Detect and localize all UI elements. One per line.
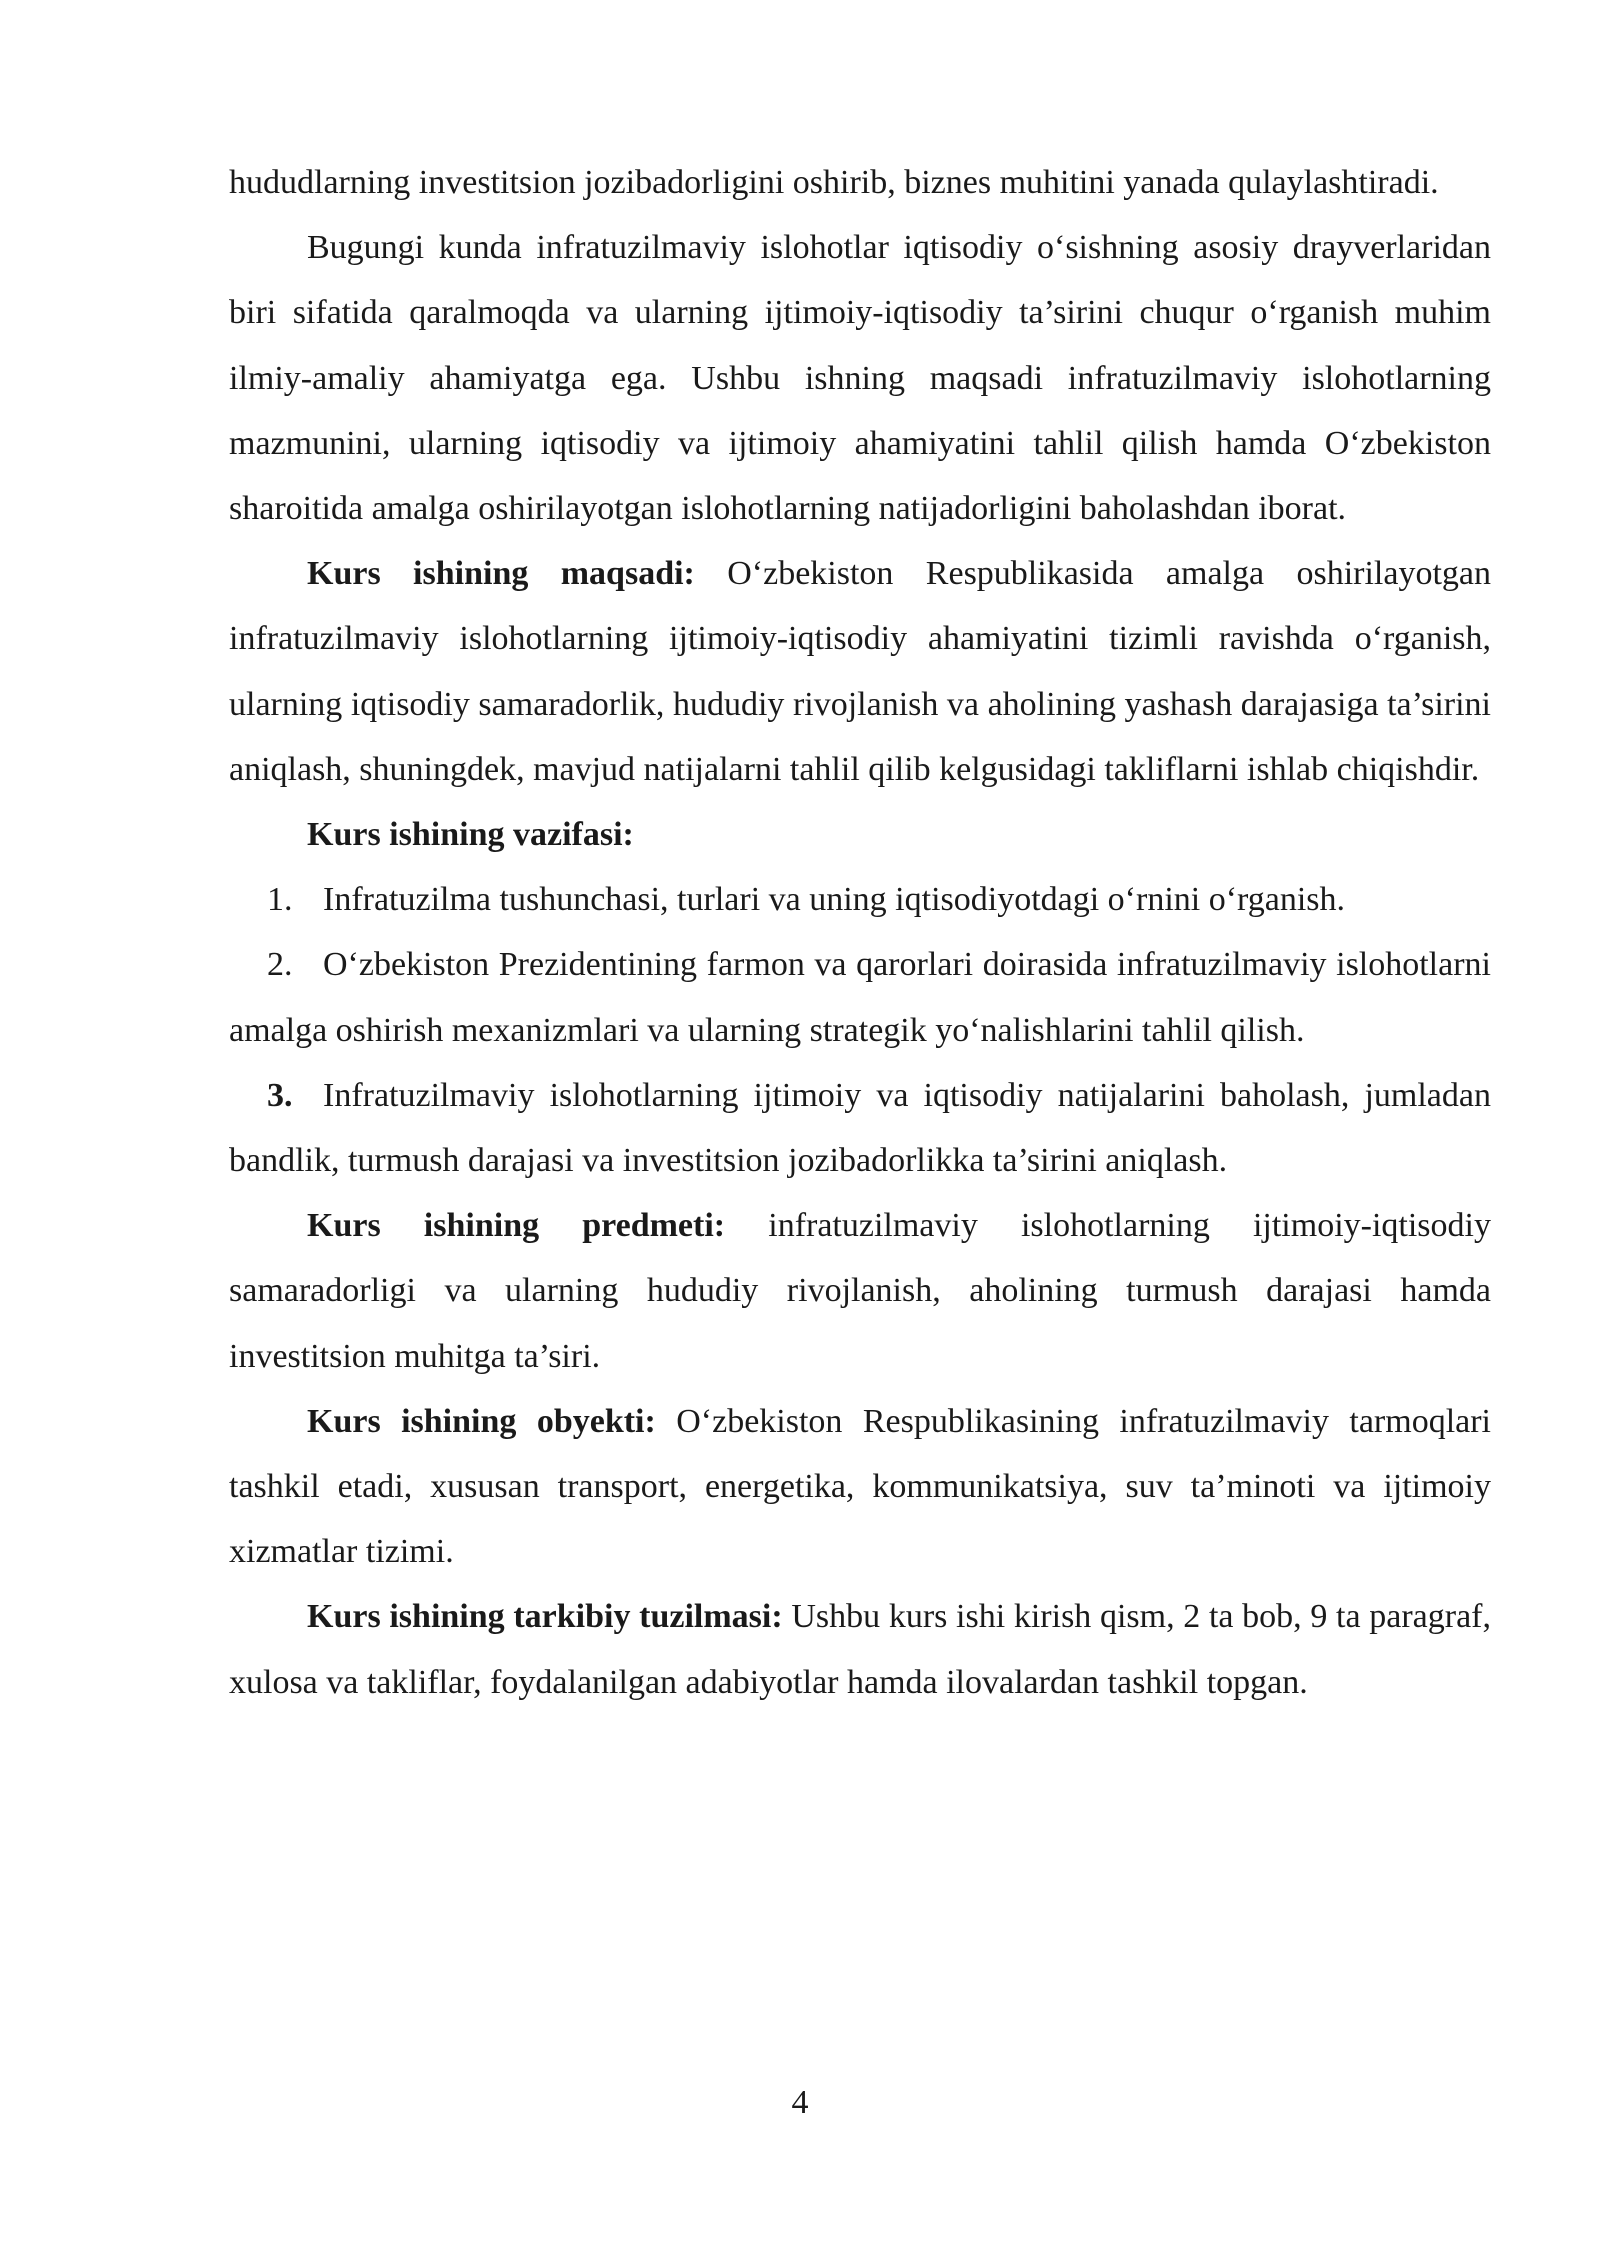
object-label: Kurs ishining obyekti: [307,1402,656,1440]
goal-label: Kurs ishining maqsadi: [307,555,695,593]
object-text: O‘zbekiston Respublikasining infratuzilmaviy tarmoqlari tashkil etadi, xususan transport, energetika, kommunikatsiya, suv ta’minoti va ijtimoiy xizmatlar tizimi. [229,1402,1492,1571]
paragraph-goal [229,541,1491,802]
structure-label: Kurs ishining tarkibiy tuzilmasi: [307,1598,783,1636]
task-text: O‘zbekiston Prezidentining farmon va qarorlari doirasida infratuzilmaviy islohotlarni amalga oshirish mexanizmlari va ularning strategik yo‘nalishlarini tahlil qilish. [229,946,1491,1049]
task-item-1 [229,867,1491,932]
list-number: 1. [267,881,293,919]
task-item-2 [229,932,1491,1062]
list-number: 3. [267,1076,293,1114]
body-text [229,150,1491,1715]
tasks-label: Kurs ishining vazifasi: [307,816,634,854]
paragraph-tasks-heading [229,802,1491,867]
task-text: Infratuzilma tushunchasi, turlari va uning iqtisodiyotdagi o‘rnini o‘rganish. [323,881,1346,919]
subject-text: infratuzilmaviy islohotlarning ijtimoiy-iqtisodiy samaradorligi va ularning hududiy rivojlanish, aholining turmush darajasi hamda investitsion muhitga ta’siri. [229,1207,1491,1375]
paragraph-continuation [229,150,1491,215]
goal-text: O‘zbekiston Respublikasida amalga oshirilayotgan infratuzilmaviy islohotlarning ijtimoiy-iqtisodiy ahamiyatini tizimli ravishda o‘rganish, ularning iqtisodiy samaradorlik, hududiy rivojlanish va aholining yashash darajasiga ta’sirini aniqlash, shuningdek, mavjud natijalarni tahlil qilib kelgusidagi takliflarni ishlab chiqishdir. [229,555,1491,788]
task-text: Infratuzilmaviy islohotlarning ijtimoiy va iqtisodiy natijalarini baholash, jumladan bandlik, turmush darajasi va investitsion jozibadorlikka ta’sirini aniqlash. [229,1076,1491,1180]
task-item-3 [229,1063,1491,1193]
structure-text: Ushbu kurs ishi kirish qism, 2 ta bob, 9 ta paragraf, xulosa va takliflar, foydalanilgan adabiyotlar hamda ilovalardan tashkil topgan. [229,1598,1491,1701]
paragraph-subject [229,1193,1491,1389]
list-number: 2. [267,946,293,984]
paragraph-intro [229,215,1491,541]
page-number: 4 [791,2084,809,2121]
paragraph-text: Bugungi kunda infratuzilmaviy islohotlar iqtisodiy o‘sishning asosiy drayverlaridan biri sifatida qaralmoqda va ularning ijtimoiy-iqtisodiy ta’sirini chuqur o‘rganish muhim ilmiy-amaliy ahamiyatga ega. Ushbu ishning maqsadi infratuzilmaviy islohotlarning mazmunini, ularning iqtisodiy va ijtimoiy ahamiyatini tahlil qilish hamda O‘zbekiston sharoitida amalga oshirilayotgan islohotlarning natijadorligini baholashdan iborat. [229,229,1491,528]
paragraph-text: hududlarning investitsion jozibadorligini oshirib, biznes muhitini yanada qulaylashtiradi. [229,164,1439,201]
paragraph-object [229,1389,1491,1585]
paragraph-structure [229,1584,1491,1714]
subject-label: Kurs ishining predmeti: [307,1207,726,1245]
